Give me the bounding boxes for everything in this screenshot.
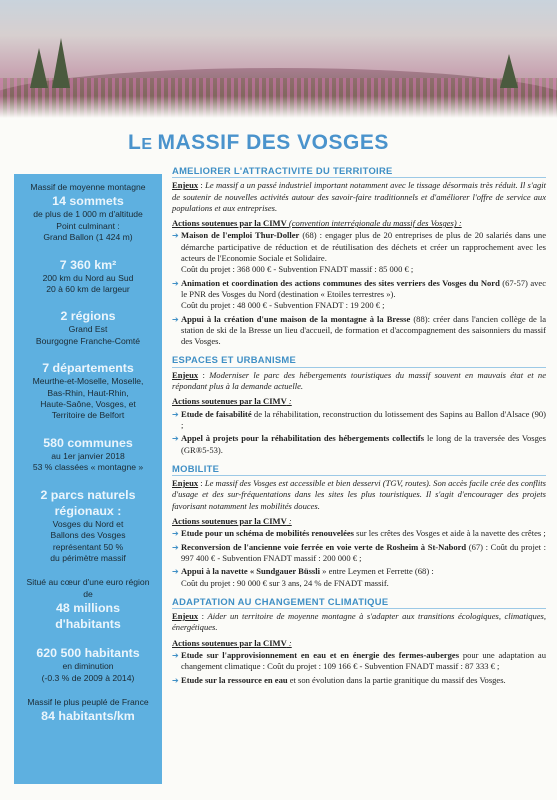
action-title: Etude pour un schéma de mobilités renouvelées xyxy=(181,528,355,539)
action-title: Etude de faisabilité xyxy=(181,408,252,419)
key-figure: 14 sommets xyxy=(52,194,124,209)
key-figure: 7 360 km² xyxy=(59,257,117,272)
arrow-icon: ➔ xyxy=(172,529,179,539)
key-figure-caption: 20 à 60 km de largeur xyxy=(46,284,130,295)
key-figure-caption: 200 km du Nord au Sud xyxy=(42,272,134,283)
title-initial-rest: E xyxy=(141,136,158,153)
actions-label: Actions soutenues par la CIMV xyxy=(172,218,287,229)
action-cost: Coût du projet : 48 000 € - Subvention FNADT : 19 200 € ; xyxy=(181,300,385,311)
action-item xyxy=(172,566,546,589)
fir-tree xyxy=(52,38,70,88)
action-text: (67) : Coût du projet : 997 400 € - Subvention FNADT massif : 200 000 € ; xyxy=(181,541,546,563)
enjeux-separator: : xyxy=(198,369,210,380)
action-title: Appel à projets pour la réhabilitation des hébergements collectifs xyxy=(181,433,425,444)
key-figure-caption: Massif de moyenne montagne xyxy=(30,182,146,192)
arrow-icon: ➔ xyxy=(172,409,179,419)
sidebar-spacer xyxy=(19,244,157,257)
action-text: (68) : engager plus de 20 entreprises de plus de 20 salariés dans une démarche participative de réduction et de réutilisation des déchets et créer un rapprochement avec les acteurs de l'Economie Sociale et Solidaire. xyxy=(181,230,547,264)
actions-label: Actions soutenues par la CIMV xyxy=(172,637,287,648)
action-title: Etude sur l'approvisionnement en eau et en énergie des fermes-auberges xyxy=(181,649,460,660)
key-figure: 48 millions xyxy=(55,601,121,616)
actions-label: Actions soutenues par la CIMV xyxy=(172,516,287,527)
photo-fade xyxy=(0,96,557,118)
arrow-icon: ➔ xyxy=(172,675,179,685)
action-text: (88): créer dans l'ancien collège de la station de ski de la Bresse un lieu d'accueil, de formation et d'accompagnement des saisonniers du massif des Vosges. xyxy=(181,313,546,347)
page-title xyxy=(128,131,389,155)
enjeux-label: Enjeux xyxy=(172,611,199,622)
key-figure-caption: Grand Ballon (1 424 m) xyxy=(43,232,133,243)
action-text: et son évolution dans la partie granitique du massif des Vosges. xyxy=(287,674,506,685)
arrow-icon: ➔ xyxy=(172,650,179,660)
arrow-icon: ➔ xyxy=(172,567,179,577)
section xyxy=(172,354,546,455)
section-title: AMELIORER L'ATTRACTIVITE DU TERRITOIRE xyxy=(172,165,546,178)
enjeux-label: Enjeux xyxy=(172,369,199,380)
key-figure-caption: Situé au cœur d'une euro région xyxy=(26,577,150,588)
action-item xyxy=(172,675,546,686)
action-item xyxy=(172,314,546,348)
sidebar-spacer xyxy=(19,564,157,577)
action-text: de la réhabilitation, reconstruction du lotissement des Sapins au Ballon d'Alsace (90) ; xyxy=(181,408,546,430)
action-text: (67-57) avec le PNR des Vosges du Nord (destination « Etoiles terrestres »). xyxy=(181,277,546,299)
section xyxy=(172,596,546,686)
action-cost: Coût du projet : 90 000 € sur 3 ans, 24 % de FNADT massif. xyxy=(181,577,389,588)
arrow-icon: ➔ xyxy=(172,434,179,444)
enjeux-separator: : xyxy=(198,611,208,622)
key-figure-caption: Haute-Saône, Vosges, et xyxy=(40,399,136,410)
actions-label: Actions soutenues par la CIMV xyxy=(172,396,287,407)
arrow-icon: ➔ xyxy=(172,278,179,288)
enjeux-text: Aider un territoire de moyenne montagne à s'adapter aux transitions écologiques, climatiques, énergétiques. xyxy=(172,611,546,633)
key-figure-caption: Ballons des Vosges xyxy=(50,530,126,541)
arrow-icon: ➔ xyxy=(172,314,179,324)
action-item xyxy=(172,230,546,275)
title-main: MASSIF DES VOSGES xyxy=(157,131,389,154)
key-figure-caption: au 1er janvier 2018 xyxy=(51,450,125,461)
section-enjeux xyxy=(172,611,546,634)
section-title: ESPACES ET URBANISME xyxy=(172,354,546,367)
fir-tree xyxy=(500,54,518,88)
key-figure: d'habitants xyxy=(55,617,121,632)
action-title: Etude sur la ressource en eau xyxy=(181,674,288,685)
action-item xyxy=(172,542,546,565)
key-figure-caption: Bourgogne Franche-Comté xyxy=(35,335,141,346)
main-content xyxy=(172,165,546,693)
action-item xyxy=(172,528,546,539)
key-figure-caption: Point culminant : xyxy=(56,220,120,231)
action-item xyxy=(172,409,546,432)
enjeux-separator: : xyxy=(198,180,206,191)
enjeux-text: Moderniser le parc des hébergements touristiques du massif souvent en mauvais état et ne répondant plus à la demande actuelle. xyxy=(172,369,546,392)
section-enjeux xyxy=(172,370,546,393)
section-title: ADAPTATION AU CHANGEMENT CLIMATIQUE xyxy=(172,596,546,609)
action-item xyxy=(172,650,546,673)
sidebar-spacer xyxy=(19,422,157,435)
action-text: » entre Leymen et Ferrette (68) : xyxy=(320,566,434,577)
key-figure-caption: (-0.3 % de 2009 à 2014) xyxy=(41,672,135,683)
key-figure-caption: Grand Est xyxy=(68,324,108,335)
actions-note: : xyxy=(286,396,292,407)
section-enjeux xyxy=(172,478,546,512)
sidebar-spacer xyxy=(19,347,157,360)
actions-heading xyxy=(172,516,546,527)
action-title: Reconversion de l'ancienne voie ferrée en voie verte de Rosheim à St-Nabord xyxy=(181,541,467,552)
key-figure-caption: Bas-Rhin, Haut-Rhin, xyxy=(47,387,129,398)
section xyxy=(172,165,546,347)
key-figures-sidebar xyxy=(14,174,162,784)
fir-tree xyxy=(30,48,48,88)
key-figure-caption: 53 % classées « montagne » xyxy=(32,462,144,473)
title-initial: L xyxy=(128,131,142,154)
key-figure: 620 500 habitants xyxy=(36,646,140,661)
actions-heading xyxy=(172,218,546,229)
key-figure: 2 parcs naturels xyxy=(40,487,136,502)
action-cost: Coût du projet : 368 000 € - Subvention FNADT massif : 85 000 € ; xyxy=(181,264,414,275)
action-title: Appui à la création d'une maison de la montagne à la Bresse xyxy=(181,313,411,324)
enjeux-label: Enjeux xyxy=(172,180,199,191)
enjeux-text: Le massif a un passé industriel important notamment avec le tissage désormais très réduit. Il s'agit de soutenir de nouvelles activités autour des savoir-faire traditionnels et d'améliorer l'offre de service aux populations et aux entreprises. xyxy=(172,180,547,213)
key-figure: 84 habitants/km xyxy=(41,709,135,724)
actions-note: : xyxy=(286,637,292,648)
enjeux-separator: : xyxy=(198,478,205,489)
action-title: Animation et coordination des actions communes des sites verriers des Vosges du Nord xyxy=(181,277,500,288)
action-text: pour une adaptation au changement climatique : Coût du projet : 109 166 € - Subvention FNADT massif : 87 333 € ; xyxy=(181,649,546,672)
key-figure-caption: de plus de 1 000 m d'altitude xyxy=(33,209,143,220)
action-title: Maison de l'emploi Thur-Doller xyxy=(181,230,300,241)
actions-note: : xyxy=(286,516,292,527)
sidebar-spacer xyxy=(19,684,157,697)
key-figure: 2 régions xyxy=(60,309,116,324)
key-figure: 7 départements xyxy=(42,361,134,376)
key-figure-caption: de xyxy=(83,588,93,599)
enjeux-text: Le massif des Vosges est accessible et bien desservi (TGV, routes). Son accès facile crée des conflits d'usage et des sur-fréquentations dans les sites les plus touristiques. Il s'agit d'encourager des projets favorisant notamment les mobilités douces. xyxy=(172,478,547,511)
actions-heading xyxy=(172,638,546,649)
key-figure: régionaux : xyxy=(54,503,122,518)
enjeux-label: Enjeux xyxy=(172,478,199,489)
key-figure-caption: du périmètre massif xyxy=(50,552,126,563)
key-figure-caption: Meurthe-et-Moselle, Moselle, xyxy=(32,376,144,387)
sidebar-spacer xyxy=(19,632,157,645)
actions-note: (convention interrégionale du massif des Vosges) : xyxy=(286,218,462,229)
arrow-icon: ➔ xyxy=(172,542,179,552)
key-figure-caption: représentant 50 % xyxy=(52,541,124,552)
action-text: le long de la traversée des Vosges (GR®5-53). xyxy=(181,433,546,455)
action-item xyxy=(172,433,546,456)
actions-heading xyxy=(172,396,546,407)
key-figure: 580 communes xyxy=(43,435,133,450)
header-photo xyxy=(0,0,557,118)
section-title: MOBILITE xyxy=(172,463,546,476)
section xyxy=(172,463,546,589)
key-figure-caption: Massif le plus peuplé de France xyxy=(27,696,149,707)
action-item xyxy=(172,278,546,312)
key-figure-caption: Territoire de Belfort xyxy=(51,410,125,421)
arrow-icon: ➔ xyxy=(172,231,179,241)
action-title: Appui à la navette « Sundgauer Büssli xyxy=(181,566,321,577)
action-text: sur les crêtes des Vosges et aide à la navette des crêtes ; xyxy=(354,528,546,539)
key-figure-caption: Vosges du Nord et xyxy=(52,518,124,529)
section-enjeux xyxy=(172,180,546,214)
key-figure-caption: en diminution xyxy=(62,661,114,672)
sidebar-spacer xyxy=(19,295,157,308)
sidebar-spacer xyxy=(19,474,157,487)
